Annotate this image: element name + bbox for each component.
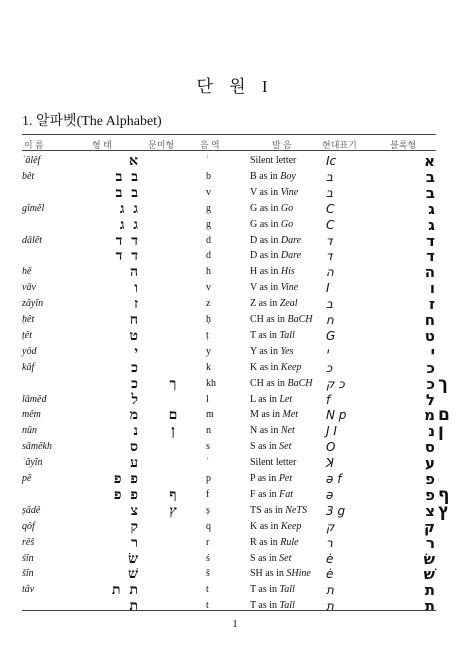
letter-name: ṭêt <box>22 329 32 341</box>
pronunciation <box>250 551 291 567</box>
pronunciation-example: Net <box>280 425 295 437</box>
letter-name: tâv <box>22 584 35 596</box>
modern-script: ר <box>326 535 333 550</box>
square-form: כ <box>131 359 140 376</box>
modern-script: 3 g <box>326 503 346 518</box>
transliteration: r <box>206 536 210 548</box>
pronunciation <box>250 280 298 296</box>
transliteration: ʾ <box>206 155 210 166</box>
pronunciation-text: B as in <box>250 170 281 182</box>
transliteration: z <box>206 298 211 310</box>
table-row <box>0 455 470 471</box>
square-form: שׁ <box>128 566 140 583</box>
square-form: נ <box>133 423 140 440</box>
transliteration: d <box>206 234 211 246</box>
block-form: נ <box>428 422 436 441</box>
pronunciation-text: CH as in <box>250 377 288 389</box>
letter-name: yôd <box>22 345 37 357</box>
pronunciation-text: Silent letter <box>250 155 297 166</box>
block-form: פ <box>425 485 436 504</box>
pronunciation-example: Dare <box>280 234 302 246</box>
modern-script: ב <box>326 169 333 184</box>
pronunciation <box>250 248 301 264</box>
modern-script: Ic <box>326 154 337 168</box>
transliteration: ṭ <box>206 329 209 341</box>
square-form: ק <box>130 518 140 535</box>
square-form: ס <box>130 439 140 456</box>
pronunciation-text: V as in <box>250 282 281 294</box>
block-form: ג <box>428 199 436 218</box>
square-form: ר <box>131 534 140 551</box>
transliteration: ʿ <box>206 457 210 469</box>
pronunciation-text: M as in <box>250 409 283 421</box>
modern-script: ə <box>326 487 334 502</box>
pronunciation-text: Y as in <box>250 345 281 357</box>
modern-script: ꓘ <box>326 456 334 471</box>
block-form: ב <box>425 167 436 186</box>
pronunciation-text: P as in <box>250 473 279 484</box>
block-form: ו <box>429 279 436 298</box>
modern-script: C <box>326 217 335 232</box>
table-row <box>0 519 470 535</box>
modern-script: ת <box>326 599 334 614</box>
square-form: פ פ <box>113 471 140 487</box>
letter-name: rēš <box>22 536 35 548</box>
pronunciation-example: Boy <box>280 170 296 182</box>
pronunciation-text: G as in <box>250 202 281 214</box>
pronunciation <box>250 566 311 582</box>
pronunciation-example: Keep <box>280 520 302 532</box>
pronunciation-example: Yes <box>280 345 294 357</box>
block-form: ק <box>423 517 436 536</box>
transliteration: f <box>206 488 210 500</box>
block-final-form: ך <box>438 373 448 394</box>
square-form: ו <box>134 280 140 297</box>
pronunciation <box>250 201 293 217</box>
block-form: כ <box>426 374 436 393</box>
square-form: ת <box>129 598 140 615</box>
pronunciation <box>250 487 293 503</box>
pronunciation-example: Keep <box>280 361 302 373</box>
transliteration: k <box>206 361 211 373</box>
pronunciation-text: T as in <box>250 600 280 612</box>
square-form: ג ג <box>119 216 140 233</box>
square-form: ט <box>129 327 140 344</box>
pronunciation <box>250 312 313 328</box>
square-form: י <box>134 343 140 360</box>
block-form: פ <box>425 470 436 488</box>
square-form: כ <box>131 375 140 392</box>
transliteration: v <box>206 186 211 198</box>
transliteration: t <box>206 584 209 596</box>
letter-name: zăyĭn <box>22 298 44 310</box>
pronunciation <box>250 582 295 598</box>
modern-script: f <box>326 392 331 407</box>
header-pronunciation: 발 음 <box>272 140 292 150</box>
modern-script: ת <box>326 583 334 598</box>
pronunciation <box>250 598 295 614</box>
pronunciation-example: Dare <box>280 250 302 262</box>
modern-script: ė <box>326 551 334 566</box>
modern-script: O <box>326 440 336 455</box>
table-row <box>0 169 470 185</box>
table-row <box>0 312 470 328</box>
square-form: ל <box>131 391 140 408</box>
pronunciation-example: Tall <box>279 584 295 596</box>
final-form: ך <box>169 375 177 392</box>
square-form: ב ב <box>115 168 140 185</box>
square-form: ז <box>134 296 140 313</box>
pronunciation-text: L as in <box>250 393 280 405</box>
pronunciation-text: Z as in <box>250 298 280 310</box>
letter-name: gîmĕl <box>22 202 45 214</box>
header-block-form: 블록형 <box>390 140 417 150</box>
modern-script: ė <box>326 567 334 582</box>
pronunciation-text: K as in <box>250 361 281 373</box>
table-row <box>0 484 470 505</box>
modern-script: י <box>326 344 329 359</box>
pronunciation-text: T as in <box>250 584 280 596</box>
letter-name: śîn <box>22 552 34 564</box>
pronunciation-example: Pet <box>278 473 293 484</box>
pronunciation <box>250 233 301 249</box>
pronunciation-example: His <box>280 266 295 278</box>
pronunciation-text: Silent letter <box>250 457 297 469</box>
block-form: ח <box>424 311 436 329</box>
square-form: שׂ <box>128 550 140 567</box>
block-form: כ <box>426 358 436 377</box>
table-row <box>0 535 470 551</box>
modern-script: G <box>326 328 336 343</box>
table-row <box>0 201 470 217</box>
transliteration: t <box>206 600 209 612</box>
pronunciation <box>250 153 296 169</box>
pronunciation <box>250 455 296 471</box>
letter-name: dālĕt <box>22 234 42 246</box>
modern-script: ד <box>326 249 333 264</box>
square-form: ע <box>130 455 140 472</box>
block-form: י <box>430 342 436 361</box>
block-final-form: ם <box>438 405 450 426</box>
modern-script: I <box>326 281 330 296</box>
square-form: ד ד <box>115 232 140 249</box>
pronunciation-example: Set <box>279 441 292 453</box>
pronunciation-text: TS as in <box>250 504 286 516</box>
transliteration: kh <box>206 377 216 389</box>
square-form: א <box>129 153 140 169</box>
pronunciation-example: Rule <box>280 536 299 548</box>
header-transliteration: 음 역 <box>200 140 220 150</box>
transliteration: h <box>206 266 211 278</box>
modern-script: ב <box>326 297 333 312</box>
transliteration: š <box>206 568 210 580</box>
pronunciation-text: R as in <box>250 536 281 548</box>
pronunciation-text: G as in <box>250 218 281 230</box>
block-final-form: ן <box>438 421 444 442</box>
table-row <box>0 582 470 598</box>
square-form: ה <box>129 264 140 281</box>
transliteration: q <box>206 520 211 532</box>
modern-script: ק <box>326 519 335 534</box>
letter-name: vāv <box>22 282 36 294</box>
letter-name: šîn <box>22 568 34 580</box>
pronunciation-example: Set <box>279 552 292 564</box>
square-form: ב ב <box>115 184 140 201</box>
block-final-form: ף <box>438 484 450 505</box>
pronunciation-example: Go <box>280 202 294 214</box>
block-form: ב <box>425 183 436 202</box>
block-form: ל <box>425 390 436 409</box>
table-row <box>0 471 470 487</box>
letter-name: ʾālĕf <box>22 155 41 166</box>
final-form: ץ <box>169 502 177 519</box>
modern-script: ח <box>326 313 334 327</box>
modern-script: C <box>326 201 335 216</box>
square-form: ד ד <box>115 248 140 265</box>
table-row <box>0 500 470 521</box>
table-row <box>0 373 470 394</box>
pronunciation-example: NeTS <box>285 504 307 516</box>
table-row <box>0 296 470 312</box>
block-form: מ <box>424 406 436 425</box>
pronunciation <box>250 407 298 423</box>
pronunciation-text: D as in <box>250 250 281 262</box>
pronunciation <box>250 185 298 201</box>
pronunciation-example: Go <box>280 218 294 230</box>
table-row <box>0 566 470 582</box>
transliteration: p <box>206 473 211 484</box>
pronunciation <box>250 471 292 487</box>
block-form: ס <box>424 438 436 457</box>
square-form: מ <box>129 407 140 424</box>
table-row <box>0 421 470 442</box>
table-row <box>0 248 470 264</box>
square-form: צ <box>130 502 140 519</box>
modern-script: ד <box>326 233 333 248</box>
modern-script: N p <box>326 408 347 423</box>
letter-name: lāmĕd <box>22 393 47 405</box>
pronunciation-text: CH as in <box>250 314 288 325</box>
pronunciation-text: D as in <box>250 234 281 246</box>
table-row <box>0 439 470 455</box>
pronunciation-example: BaCH <box>287 377 313 389</box>
final-form: ן <box>171 423 175 440</box>
transliteration: g <box>206 202 211 214</box>
header-name: 이 름 <box>24 140 44 150</box>
pronunciation <box>250 423 295 439</box>
pronunciation <box>250 535 299 551</box>
table-row <box>0 328 470 344</box>
transliteration: d <box>206 250 211 262</box>
modern-script: J I <box>326 424 337 439</box>
pronunciation <box>250 328 295 344</box>
letter-name: ṣādê <box>22 504 41 516</box>
square-form: פ פ <box>113 486 140 503</box>
header-form: 형 태 <box>92 140 112 150</box>
table-row <box>0 217 470 233</box>
letter-name: ḥêt <box>22 314 35 325</box>
letter-name: kāf <box>22 361 35 373</box>
pronunciation <box>250 169 296 185</box>
block-form: ה <box>424 263 436 282</box>
modern-script: ə f <box>326 472 342 486</box>
pronunciation-example: Vine <box>280 186 299 198</box>
transliteration: ḥ <box>206 314 211 325</box>
transliteration: l <box>206 393 209 405</box>
footer-rule <box>22 610 436 611</box>
letter-name: bêt <box>22 170 35 182</box>
pronunciation <box>250 217 293 233</box>
table-row <box>0 551 470 567</box>
header-top-rule <box>22 134 436 135</box>
transliteration: g <box>206 218 211 230</box>
final-form: ם <box>168 407 178 424</box>
table-row <box>0 360 470 376</box>
pronunciation-example: BaCH <box>287 314 313 325</box>
block-form: ד <box>426 247 436 266</box>
transliteration: y <box>206 345 211 357</box>
final-form: ף <box>169 486 177 503</box>
modern-script: ב <box>326 185 333 200</box>
table-row <box>0 392 470 408</box>
letter-name: mêm <box>22 409 41 421</box>
table-row <box>0 280 470 296</box>
block-final-form: ץ <box>438 500 450 521</box>
block-form: ד <box>426 231 436 250</box>
header-bottom-rule <box>22 150 436 151</box>
letter-name: sāmĕkh <box>22 441 52 453</box>
transliteration: ṣ <box>206 504 210 516</box>
pronunciation <box>250 344 293 360</box>
pronunciation <box>250 503 307 519</box>
letter-name: qôf <box>22 520 35 532</box>
block-form: שׁ <box>423 565 436 584</box>
pronunciation <box>250 360 301 376</box>
pronunciation-text: K as in <box>250 520 281 532</box>
pronunciation-example: Zeal <box>279 298 298 310</box>
square-form: ג ג <box>119 200 140 217</box>
pronunciation <box>250 264 295 280</box>
pronunciation-text: F as in <box>250 488 280 500</box>
table-row <box>0 598 470 614</box>
table-row <box>0 233 470 249</box>
pronunciation-example: Tall <box>279 329 295 341</box>
transliteration: b <box>206 170 211 182</box>
letter-name: pē <box>22 473 32 484</box>
block-form: ע <box>425 454 436 473</box>
transliteration: v <box>206 282 211 294</box>
table-row <box>0 344 470 360</box>
pronunciation-text: H as in <box>250 266 281 278</box>
block-form: ג <box>428 215 436 234</box>
square-form: ח <box>129 312 140 328</box>
letter-name: nûn <box>22 425 37 437</box>
transliteration: ś <box>206 552 210 564</box>
table-row <box>0 185 470 201</box>
square-form: ת ת <box>112 582 140 599</box>
block-form: ט <box>424 326 436 345</box>
pronunciation <box>250 392 292 408</box>
transliteration: m <box>206 409 214 421</box>
pronunciation-example: Met <box>282 409 299 421</box>
section-title: 1. 알파벳(The Alphabet) <box>22 114 162 129</box>
page-number: 1 <box>232 618 238 630</box>
page-title: 단 원 I <box>196 77 274 96</box>
pronunciation-text: S as in <box>250 441 280 453</box>
table-row <box>0 405 470 426</box>
pronunciation-text: V as in <box>250 186 281 198</box>
pronunciation-example: Vine <box>280 282 299 294</box>
pronunciation-text: N as in <box>250 425 281 437</box>
pronunciation <box>250 519 301 535</box>
letter-name: ʿāyĭn <box>22 457 43 469</box>
block-form: ז <box>428 295 436 314</box>
modern-script: ה <box>326 265 334 280</box>
pronunciation <box>250 296 298 312</box>
block-form: צ <box>425 501 436 520</box>
block-form: ר <box>425 533 436 552</box>
modern-script: כ ק <box>326 376 345 391</box>
pronunciation-example: Tall <box>279 600 295 612</box>
pronunciation-example: SHine <box>286 568 311 580</box>
pronunciation-example: Let <box>279 393 293 405</box>
pronunciation-text: S as in <box>250 552 280 564</box>
modern-script: כ <box>326 360 333 375</box>
pronunciation <box>250 376 313 392</box>
pronunciation <box>250 439 291 455</box>
header-modern-script: 현대표기 <box>322 140 357 150</box>
transliteration: n <box>206 425 211 437</box>
transliteration: s <box>206 441 210 453</box>
letter-name: hē <box>22 266 32 278</box>
pronunciation-text: SH as in <box>250 568 287 580</box>
header-final-form: 문미형 <box>148 140 175 150</box>
table-row <box>0 264 470 280</box>
pronunciation-text: T as in <box>250 329 280 341</box>
table-row <box>0 153 470 169</box>
block-form: ת <box>424 581 436 600</box>
block-form: א <box>424 152 436 170</box>
pronunciation-example: Fat <box>279 488 294 500</box>
block-form: שׂ <box>423 549 436 568</box>
block-form: ת <box>424 597 436 616</box>
